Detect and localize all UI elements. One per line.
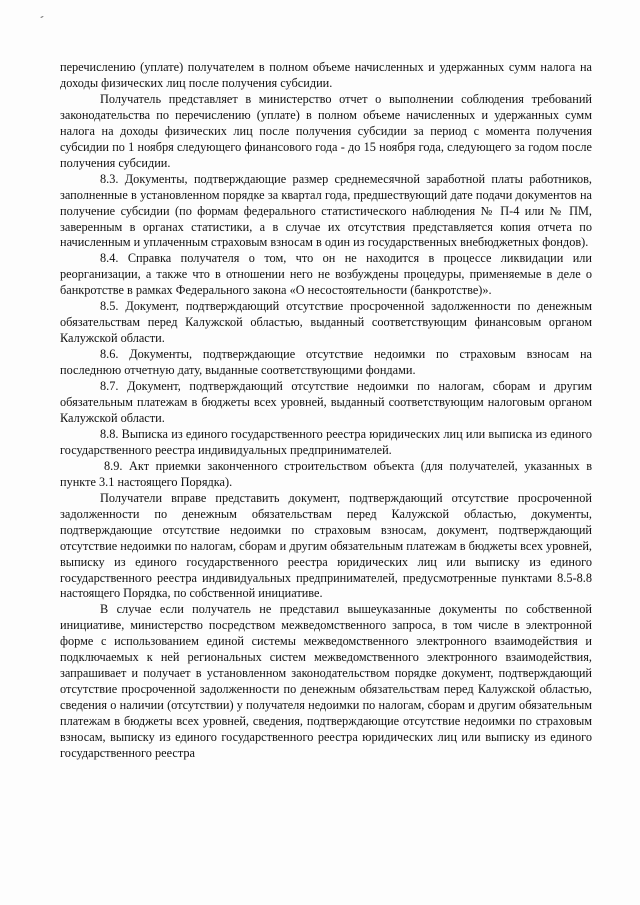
paragraph-interagency-request: В случае если получатель не представил вышеуказанные документы по собственной инициативе, министерство посредством межведомственного запроса, в том числе в электронной форме с использованием единой системы межведомственного электронного взаимодействия и подключаемых к ней региональных систем межведомственного электронного взаимодействия, запрашивает и получает в установленном законодательством порядке документ, подтверждающий отсутствие просроченной задолженности по денежным обязательствам перед Калужской областью, сведения о наличии (отсутствии) у получателя недоимки по налогам, сборам и другим обязательным платежам в бюджеты всех уровней, сведения, подтверждающие отсутствие недоимки по страховым взносам, выписку из единого государственного реестра юридических лиц или выписку из единого государственного реестра	[60, 602, 592, 760]
document-body	[60, 60, 592, 762]
paragraph-8-5: 8.5. Документ, подтверждающий отсутствие просроченной задолженности по денежным обязательствам перед Калужской областью, выданный соответствующим финансовым органом Калужской области.	[60, 299, 592, 346]
paragraph-report: Получатель представляет в министерство отчет о выполнении соблюдения требований законодательства по перечислению (уплате) в полном объеме начисленных и удержанных сумм налога на доходы физических лиц после получения субсидии за период с момента получения субсидии по 1 ноября следующего финансового года - до 15 ноября года, следующего за годом после получения субсидии.	[60, 91, 592, 170]
paragraph-8-3: 8.3. Документы, подтверждающие размер среднемесячной заработной платы работников, заполненные в установленном порядке за квартал года, предшествующий дате подачи документов на получение субсидии (по формам федерального статистического наблюдения № П-4 или № ПМ, заверенным в органах статистики, а в случае их отсутствия представляется копия отчета по начисленным и уплаченным страховым взносам в один из государственных внебюджетных фондов).	[60, 171, 592, 250]
scan-mark: -	[37, 9, 46, 24]
paragraph-8-4: 8.4. Справка получателя о том, что он не находится в процессе ликвидации или реорганизации, а также что в отношении него не возбуждены процедуры, применяемые в деле о банкротстве в рамках Федерального закона «О несостоятельности (банкротстве)».	[60, 251, 592, 298]
paragraph-8-9: 8.9. Акт приемки законченного строительством объекта (для получателей, указанных в пункте 3.1 настоящего Порядка).	[60, 458, 592, 489]
paragraph-continuation: перечислению (уплате) получателем в полном объеме начисленных и удержанных сумм налога на доходы физических лиц после получения субсидии.	[60, 60, 592, 90]
paragraph-recipients-right: Получатели вправе представить документ, подтверждающий отсутствие просроченной задолженности по денежным обязательствам перед Калужской областью, документы, подтверждающие отсутствие недоимки по страховым взносам, документ, подтверждающий отсутствие недоимки по налогам, сборам и другим обязательным платежам в бюджеты всех уровней, выписку из единого государственного реестра юридических лиц или выписку из единого государственного реестра индивидуальных предпринимателей, предусмотренные пунктами 8.5-8.8 настоящего Порядка, по собственной инициативе.	[60, 490, 592, 601]
paragraph-8-6: 8.6. Документы, подтверждающие отсутствие недоимки по страховым взносам на последнюю отчетную дату, выданные соответствующими фондами.	[60, 347, 592, 378]
paragraph-8-7: 8.7. Документ, подтверждающий отсутствие недоимки по налогам, сборам и другим обязательным платежам в бюджеты всех уровней, выданный соответствующим налоговым органом Калужской области.	[60, 379, 592, 425]
paragraph-8-8: 8.8. Выписка из единого государственного реестра юридических лиц или выписка из единого государственного реестра индивидуальных предпринимателей.	[60, 426, 592, 457]
